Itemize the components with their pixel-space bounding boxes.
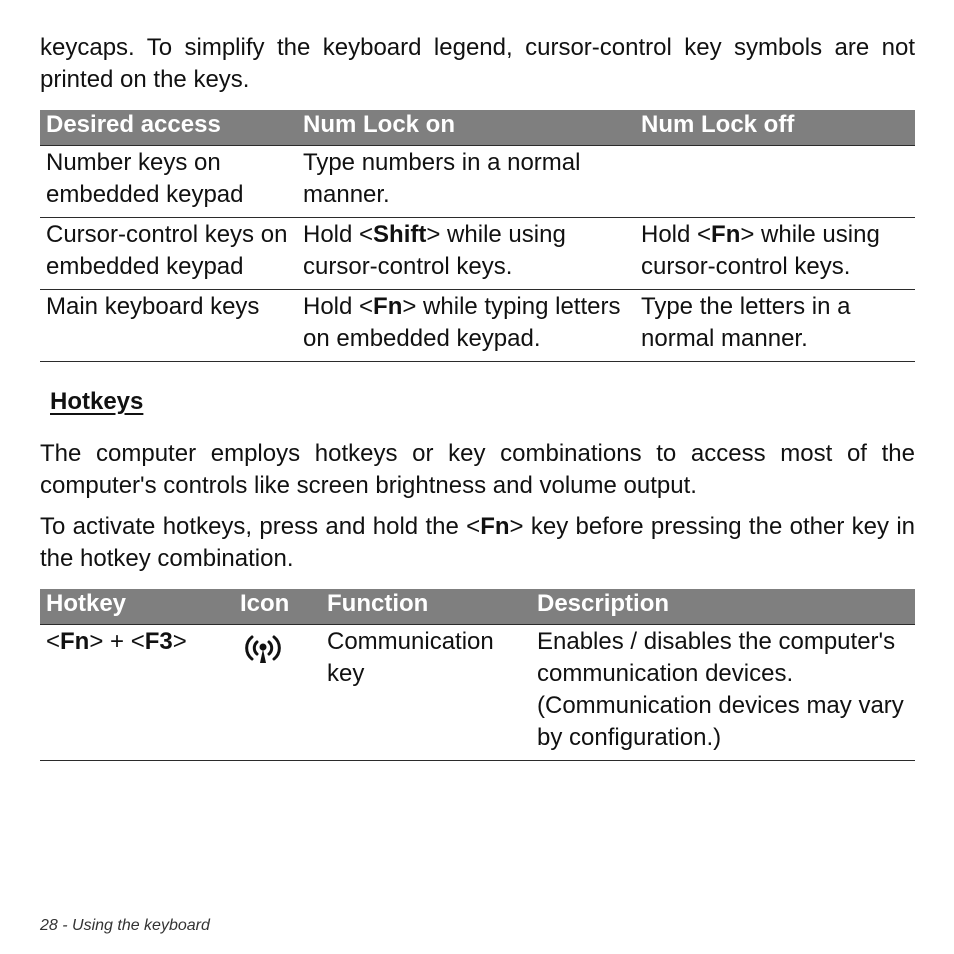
hotkey-table	[40, 589, 915, 761]
cell-description: Enables / disables the computer's communication devices. (Communication devices may vary by configuration.)	[531, 625, 915, 761]
cell-text: > while typing letters on embedded keypad.	[303, 293, 621, 352]
header-desired-access: Desired access	[40, 110, 297, 146]
cell-text: > while using cursor-control keys.	[641, 221, 880, 280]
header-function: Function	[321, 589, 531, 625]
table-row	[40, 218, 915, 290]
wireless-communication-icon	[240, 633, 286, 665]
hotkeys-paragraph-2	[40, 511, 915, 575]
cell-access: Main keyboard keys	[40, 290, 297, 362]
header-num-lock-off: Num Lock off	[635, 110, 915, 146]
cell-access: Cursor-control keys on embedded keypad	[40, 218, 297, 290]
key-name: F3	[144, 628, 173, 655]
header-num-lock-on: Num Lock on	[297, 110, 635, 146]
cell-hotkey	[40, 625, 234, 761]
table-row	[40, 625, 915, 761]
cell-num-lock-on	[297, 290, 635, 362]
cell-text: Hold <	[303, 293, 374, 320]
header-hotkey: Hotkey	[40, 589, 234, 625]
hotkeys-paragraph-1: The computer employs hotkeys or key combinations to access most of the computer's controls like screen brightness and volume output.	[40, 440, 915, 499]
cell-num-lock-off	[635, 218, 915, 290]
key-name: Fn	[373, 293, 403, 320]
hotkeys-heading: Hotkeys	[50, 388, 144, 415]
paragraph-text: > key before pressing the other key in the hotkey combination.	[40, 513, 915, 572]
cell-text: >	[172, 628, 187, 655]
table-row	[40, 290, 915, 362]
cell-text: Hold <	[303, 221, 374, 248]
table-row	[40, 146, 915, 218]
intro-paragraph: keycaps. To simplify the keyboard legend, cursor-control key symbols are not printed on the keys.	[40, 34, 915, 93]
cell-num-lock-on	[297, 218, 635, 290]
cell-text: > + <	[89, 628, 145, 655]
cell-function: Communication key	[321, 625, 531, 761]
key-name: Fn	[60, 628, 90, 655]
cell-text: <	[46, 628, 61, 655]
header-icon: Icon	[234, 589, 321, 625]
cell-num-lock-on: Type numbers in a normal manner.	[297, 146, 635, 218]
page-content	[40, 32, 915, 761]
key-name: Fn	[480, 513, 510, 540]
cell-icon	[234, 625, 321, 761]
key-name: Fn	[711, 221, 741, 248]
header-description: Description	[531, 589, 915, 625]
cell-text: > while using cursor-control keys.	[303, 221, 566, 280]
page-footer: 28 - Using the keyboard	[40, 917, 210, 934]
cell-num-lock-off	[635, 146, 915, 218]
cell-access: Number keys on embedded keypad	[40, 146, 297, 218]
paragraph-text: To activate hotkeys, press and hold the <	[40, 513, 481, 540]
numlock-table	[40, 110, 915, 362]
hotkey-table-header	[40, 589, 915, 625]
cell-num-lock-off: Type the letters in a normal manner.	[635, 290, 915, 362]
cell-text: Hold <	[641, 221, 712, 248]
numlock-table-header	[40, 110, 915, 146]
key-name: Shift	[373, 221, 427, 248]
